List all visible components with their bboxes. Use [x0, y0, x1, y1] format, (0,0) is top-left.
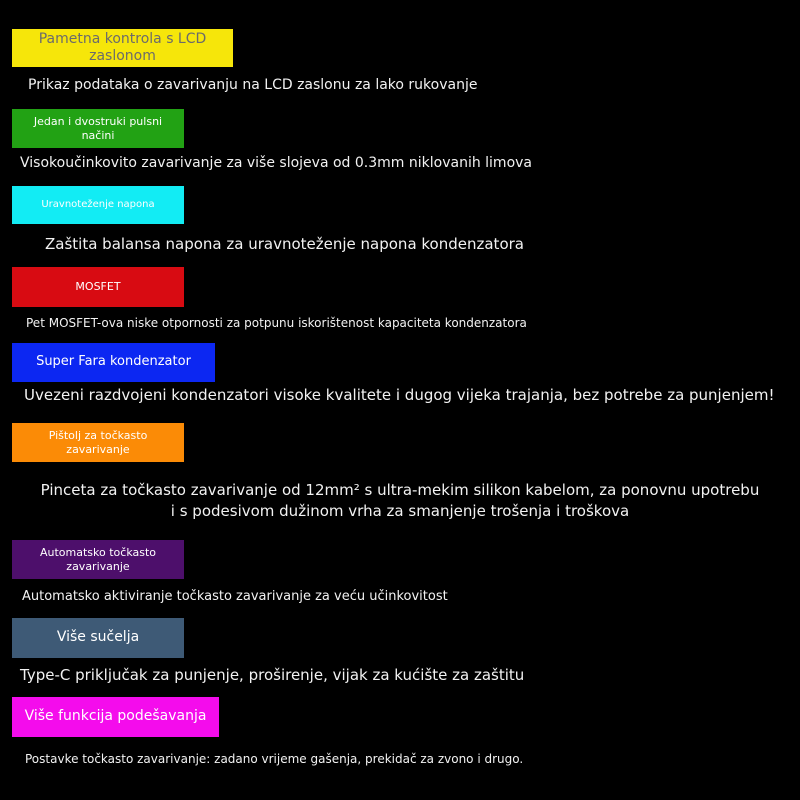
feature-description-voltage-balance: Zaštita balansa napona za uravnoteženje napona kondenzatora	[45, 235, 524, 253]
feature-badge-pulse-modes: Jedan i dvostruki pulsni načini	[12, 109, 184, 148]
feature-description-welding-pen: Pinceta za točkasto zavarivanje od 12mm² s ultra-mekim silikon kabelom, za ponovnu upotrebu i s podesivom dužinom vrha za smanjenje trošenja i troškova	[40, 481, 760, 520]
feature-badge-supercapacitor: Super Fara kondenzator	[12, 343, 215, 382]
feature-badge-welding-pen: Pištolj za točkasto zavarivanje	[12, 423, 184, 462]
feature-badge-interfaces: Više sučelja	[12, 618, 184, 658]
feature-description-settings: Postavke točkasto zavarivanje: zadano vrijeme gašenja, prekidač za zvono i drugo.	[25, 752, 524, 766]
feature-badge-voltage-balance: Uravnoteženje napona	[12, 186, 184, 224]
feature-description-pulse-modes: Visokoučinkovito zavarivanje za više slojeva od 0.3mm niklovanih limova	[20, 155, 532, 171]
feature-badge-mosfet: MOSFET	[12, 267, 184, 307]
feature-description-interfaces: Type-C priključak za punjenje, proširenje, vijak za kućište za zaštitu	[20, 666, 525, 684]
feature-badge-lcd-control: Pametna kontrola s LCD zaslonom	[12, 29, 233, 67]
feature-description-mosfet: Pet MOSFET-ova niske otpornosti za potpunu iskorištenost kapaciteta kondenzatora	[26, 316, 527, 330]
feature-badge-settings: Više funkcija podešavanja	[12, 697, 219, 737]
feature-description-lcd-control: Prikaz podataka o zavarivanju na LCD zaslonu za lako rukovanje	[28, 77, 478, 93]
feature-description-auto-welding: Automatsko aktiviranje točkasto zavarivanje za veću učinkovitost	[22, 589, 448, 604]
feature-description-supercapacitor: Uvezeni razdvojeni kondenzatori visoke kvalitete i dugog vijeka trajanja, bez potrebe za punjenjem!	[24, 386, 775, 404]
feature-badge-auto-welding: Automatsko točkasto zavarivanje	[12, 540, 184, 579]
